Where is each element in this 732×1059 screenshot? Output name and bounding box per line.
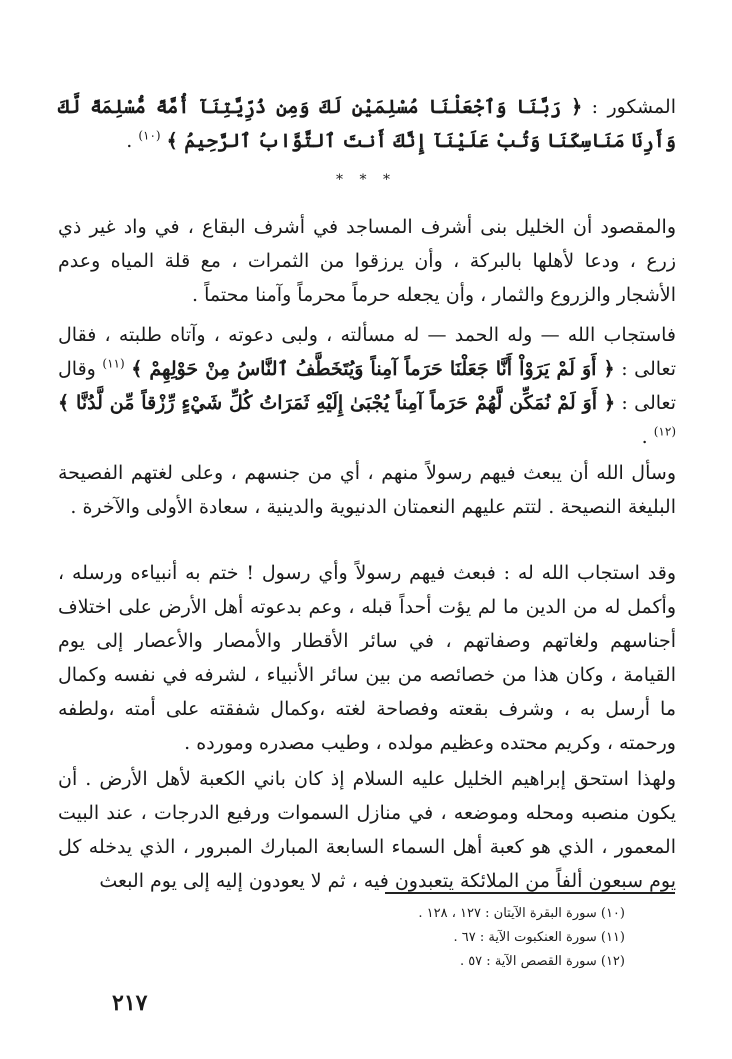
paragraph-mid: وقال تعالى : — [58, 358, 676, 414]
footnote-11: (١١) سورة العنكبوت الآية : ٦٧ . — [453, 930, 625, 945]
quran-verse: ﴿ رَبَّنَا وَٱجْعَلْنَا مُسْلِمَيْنِ لَكَ وَمِن ذُرِّيَّتِنَآ أُمَّةً مُّسْلِمَةً لَّكَ وَأَرِنَا مَنَاسِكَنَا وَتُبْ عَلَيْنَآ إِنَّكَ أَنتَ ٱلتَّوَّابُ ٱلرَّحِيمُ ﴾ — [58, 96, 676, 152]
paragraph-intro: فاستجاب الله — وله الحمد — له مسألته ، ولبى دعوته ، وآتاه طلبته ، فقال تعالى : — [58, 324, 677, 380]
footnote-divider — [385, 892, 675, 894]
section-separator: * * * — [336, 172, 396, 188]
footnote-12: (١٢) سورة القصص الآية : ٥٧ . — [459, 954, 625, 969]
footnote-ref-1: (١١) — [102, 356, 125, 371]
paragraph-text: والمقصود أن الخليل بنى أشرف المساجد في أشرف البقاع ، في واد غير ذي زرع ، ودعا لأهلها بالبركة ، وأن يرزقوا من الثمرات ، مع قلة المياه وعدم الأشجار والزروع والثمار ، وأن يجعله حرماً محرماً وآمنا محتماً . — [58, 216, 676, 306]
paragraph-4 — [58, 556, 676, 760]
paragraph-5 — [58, 762, 676, 898]
paragraph-intro: المشكور : — [591, 96, 676, 118]
footnotes — [385, 902, 625, 974]
sentence-end: . — [641, 426, 648, 448]
page-number: ٢١٧ — [112, 990, 148, 1016]
paragraph-text: وسأل الله أن يبعث فيهم رسولاً منهم ، أي من جنسهم ، وعلى لغتهم الفصيحة البليغة النصيحة . لتتم عليهم النعمتان الدنيوية والدينية ، سعادة الأولى والآخرة . — [58, 462, 676, 518]
paragraph-verse-continuation — [58, 90, 676, 158]
sentence-end: . — [126, 130, 133, 152]
paragraph-text: وقد استجاب الله له : فبعث فيهم رسولاً وأي رسول ! ختم به أنبياءه ورسله ، وأكمل له من الدين ما لم يؤت أحداً قبله ، وعم بدعوته أهل الأرض على اختلاف أجناسهم ولغاتهم وصفاتهم ، في سائر الأقطار والأمصار والأعصار إلى يوم القيامة ، وكان هذا من خصائصه من بين سائر الأنبياء ، لشرفه في نفسه وكمال ما أرسل به ، وشرف بقعته وفصاحة لغته ،وكمال شفقته على أمته ،ولطفه ورحمته ، وكريم محتده وعظيم مولده ، وطيب مصدره ومورده . — [58, 562, 676, 754]
quran-verse-2: ﴿ أَوَ لَمْ نُمَكِّن لَّهُمْ حَرَماً آمِناً يُجْبَىٰ إِلَيْهِ ثَمَرَاتُ كُلِّ شَيْءٍ رِّزْقاً مِّن لَّدُنَّا ﴾ — [58, 392, 616, 414]
footnote-ref: (١٠) — [138, 128, 161, 143]
footnote-10: (١٠) سورة البقرة الآيتان : ١٢٧ ، ١٢٨ . — [418, 906, 625, 921]
footnote-ref-2: (١٢) — [653, 424, 676, 439]
quran-verse-1: ﴿ أَوَ لَمْ يَرَوْاْ أَنَّا جَعَلْنَا حَرَماً آمِناً وَيُتَخَطَّفُ ٱلنَّاسُ مِنْ حَوْلِهِمْ ﴾ — [131, 358, 615, 380]
paragraph-2 — [58, 318, 676, 454]
paragraph-text: ولهذا استحق إبراهيم الخليل عليه السلام إذ كان باني الكعبة لأهل الأرض . أن يكون منصبه ومحله وموضعه ، في منازل السموات ورفيع الدرجات ، عند البيت المعمور ، الذي هو كعبة أهل السماء السابعة المبارك المبرور ، الذي يدخله كل يوم سبعون ألفاً من الملائكة يتعبدون فيه ، ثم لا يعودون إليه إلى يوم البعث — [58, 768, 676, 892]
paragraph-3 — [58, 456, 676, 524]
paragraph-1 — [58, 210, 676, 312]
